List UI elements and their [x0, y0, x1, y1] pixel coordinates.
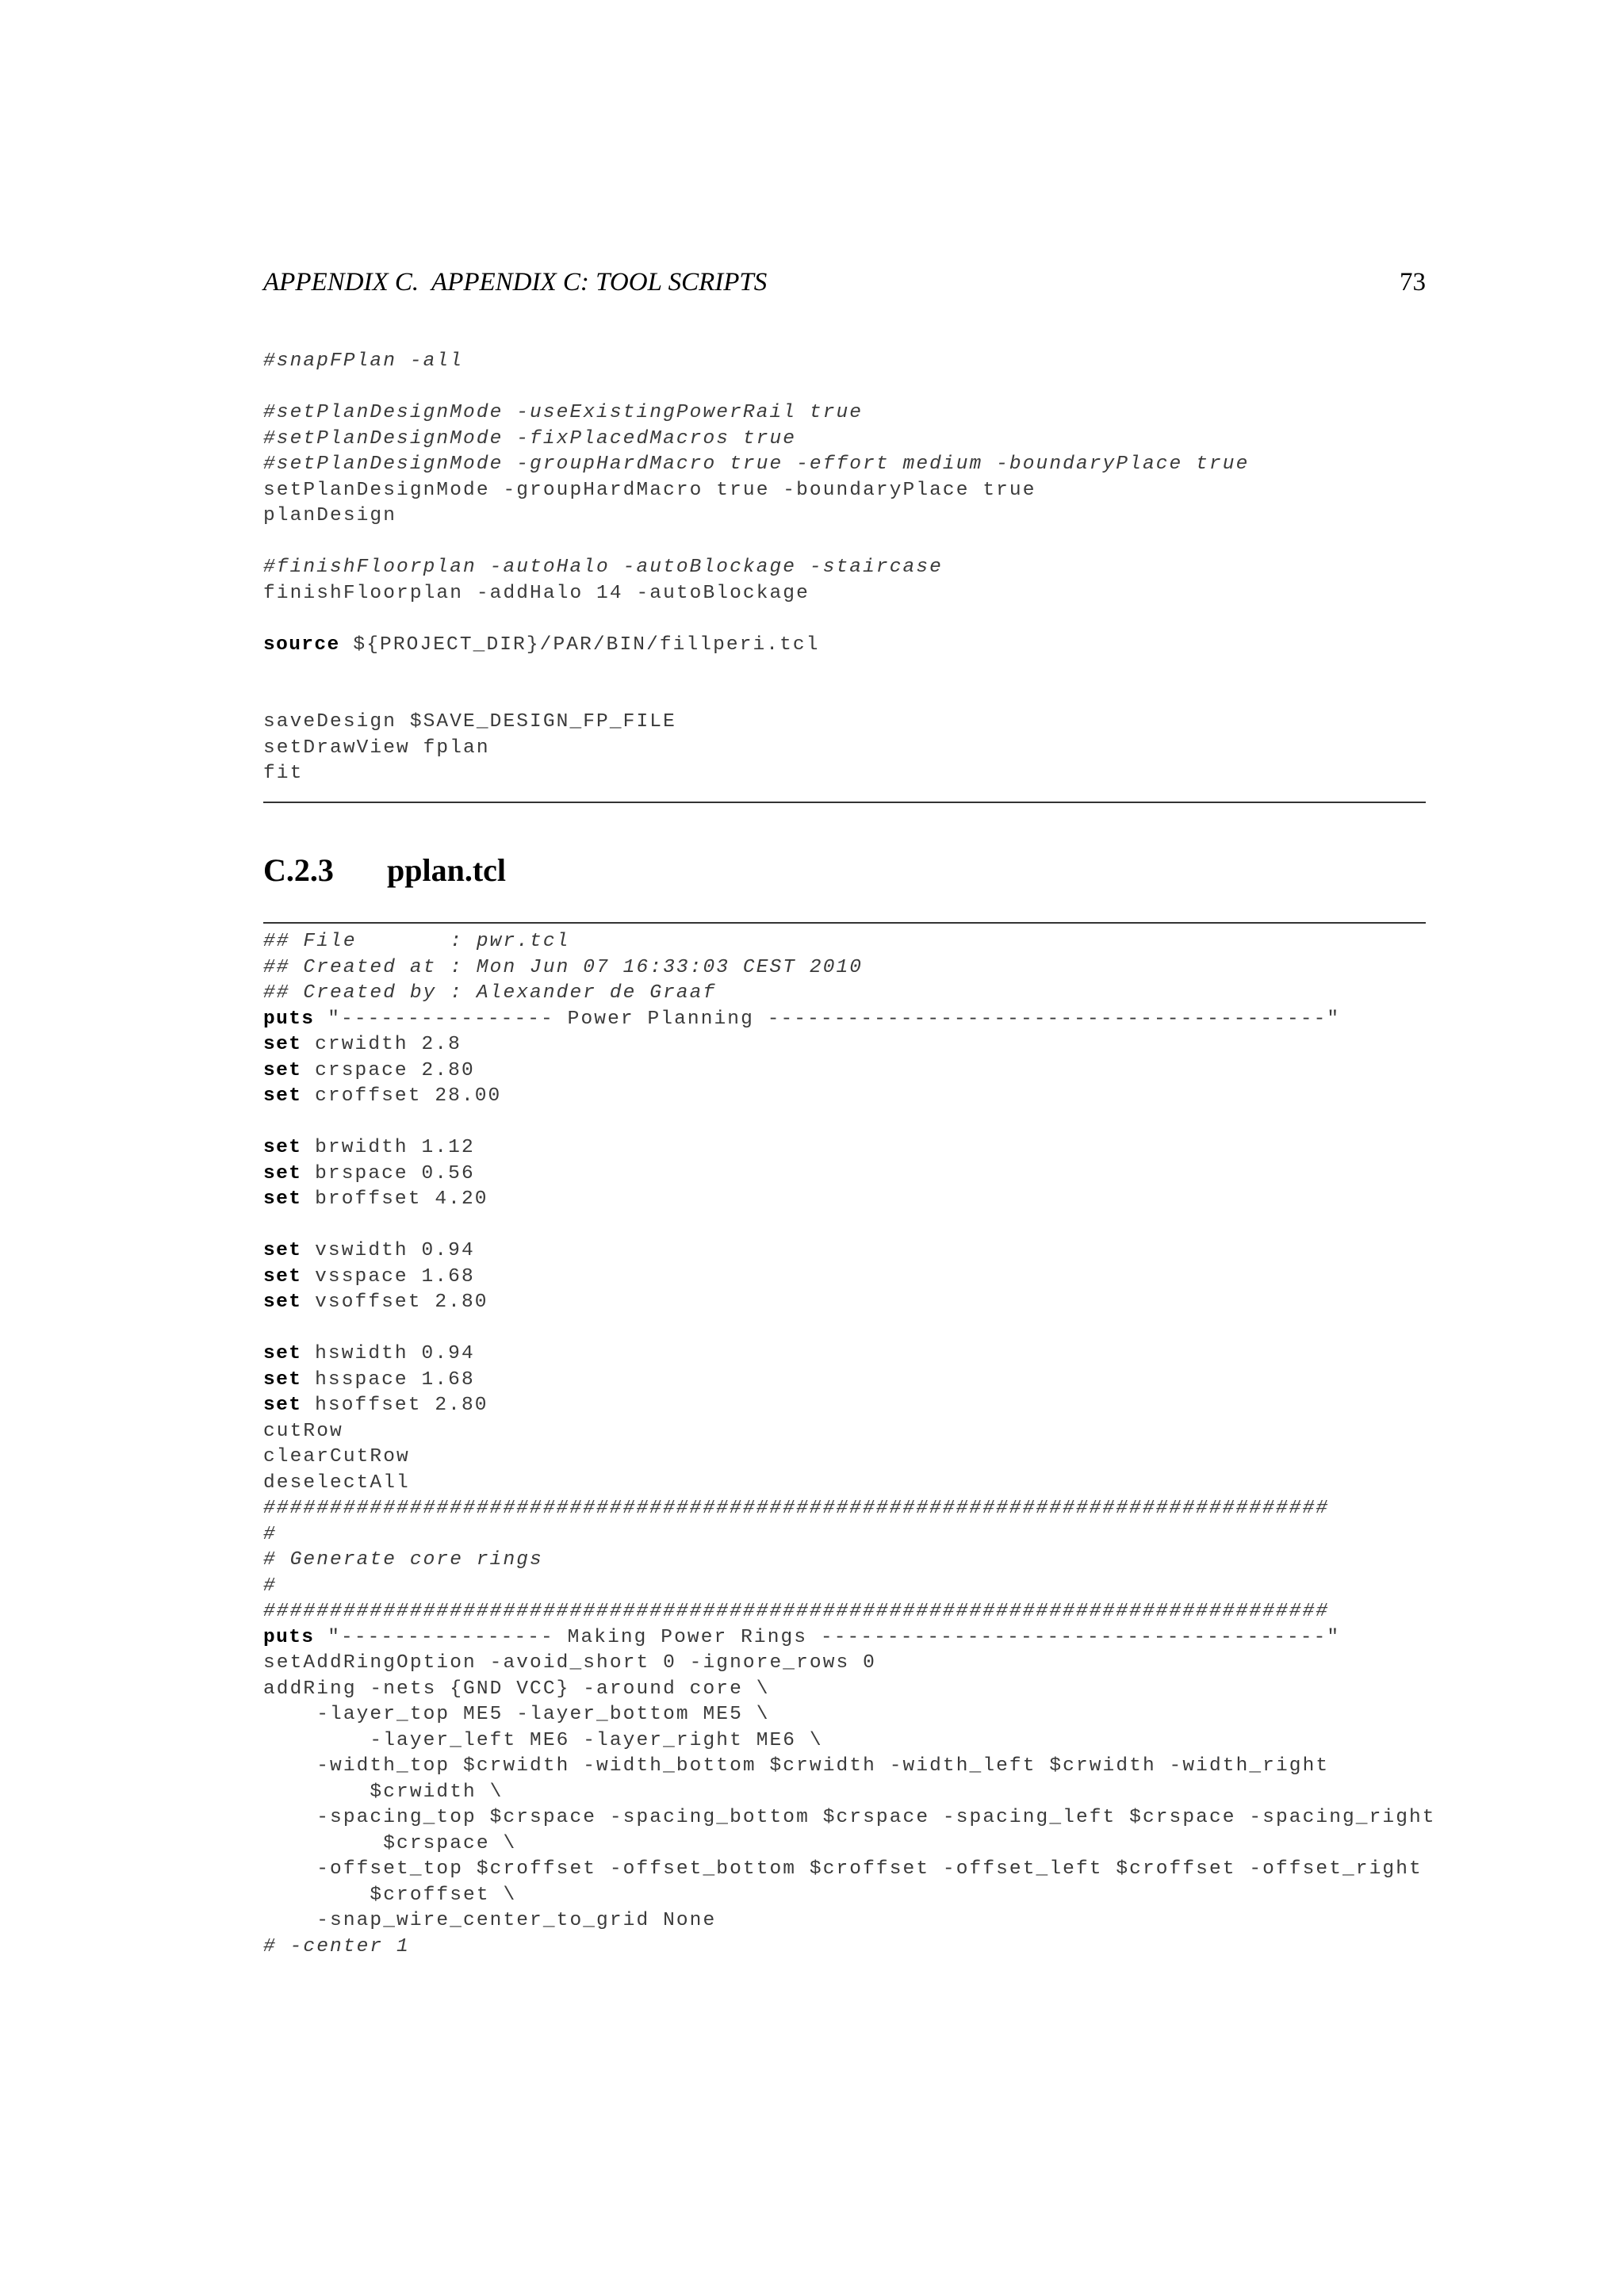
code-text: vsoffset 2.80 — [301, 1292, 488, 1313]
page-header — [263, 263, 1426, 301]
code-line — [263, 1161, 1429, 1188]
code-text: ${PROJECT_DIR}/PAR/BIN/fillperi.tcl — [339, 633, 820, 656]
code-line — [263, 1265, 1429, 1291]
code-line — [263, 1754, 1429, 1780]
code-keyword: set — [263, 1240, 302, 1261]
code-comment: # -center 1 — [263, 1935, 410, 1957]
code-comment: ## Created at : Mon Jun 07 16:33:03 CEST 2010 — [263, 956, 864, 978]
code-line — [263, 1393, 1429, 1419]
code-line — [263, 710, 1429, 736]
code-text: croffset 28.00 — [301, 1085, 502, 1107]
code-text: hswidth 0.94 — [301, 1343, 475, 1364]
listing-top-rule — [263, 922, 1426, 924]
code-keyword: set — [263, 1137, 302, 1158]
code-line — [263, 1471, 1429, 1497]
code-line — [263, 929, 1429, 955]
code-keyword: set — [263, 1085, 302, 1107]
code-keyword: set — [263, 1265, 302, 1288]
code-line — [263, 1728, 1429, 1755]
code-text: finishFloorplan -addHalo 14 -autoBlockage — [263, 582, 810, 604]
code-line — [263, 1135, 1429, 1161]
code-line — [263, 581, 1429, 607]
code-text: -spacing_top $crspace -spacing_bottom $crspace -spacing_left $crspace -spacing_right — [263, 1807, 1436, 1828]
code-line — [263, 1368, 1429, 1394]
code-line — [263, 1780, 1429, 1806]
code-comment: # — [263, 1575, 277, 1597]
code-line — [263, 1032, 1429, 1058]
code-text: $crspace \ — [263, 1832, 517, 1854]
code-line — [263, 452, 1429, 478]
code-text: -offset_top $croffset -offset_bottom $croffset -offset_left $croffset -offset_right — [263, 1858, 1423, 1880]
code-line — [263, 1110, 1429, 1136]
code-line — [263, 1599, 1429, 1625]
code-comment: #snapFPlan -all — [263, 350, 464, 372]
code-text: vsspace 1.68 — [301, 1265, 475, 1288]
code-keyword: set — [263, 1188, 302, 1210]
code-text: clearCutRow — [263, 1446, 410, 1468]
code-line — [263, 478, 1429, 504]
code-line — [263, 607, 1429, 633]
code-text: setPlanDesignMode -groupHardMacro true -boundaryPlace true — [263, 479, 1036, 501]
code-comment: #setPlanDesignMode -fixPlacedMacros true — [263, 427, 797, 450]
code-line — [263, 1908, 1429, 1934]
code-line — [263, 349, 1429, 375]
listing-bottom-rule — [263, 802, 1426, 803]
code-line — [263, 1702, 1429, 1728]
code-keyword: puts — [263, 1008, 315, 1030]
code-keyword: source — [263, 633, 340, 656]
code-text: crwidth 2.8 — [301, 1034, 462, 1055]
code-line — [263, 1831, 1429, 1858]
code-line — [263, 1419, 1429, 1445]
code-comment: #setPlanDesignMode -useExistingPowerRail true — [263, 402, 864, 423]
code-text: cutRow — [263, 1420, 343, 1442]
code-line — [263, 955, 1429, 982]
code-line — [263, 1548, 1429, 1574]
code-line — [263, 1316, 1429, 1342]
code-text: "---------------- Making Power Rings --------------------------------------" — [314, 1626, 1341, 1648]
code-text: setDrawView fplan — [263, 737, 490, 759]
code-text: brspace 0.56 — [301, 1162, 475, 1184]
code-text: planDesign — [263, 505, 397, 526]
code-text: -width_top $crwidth -width_bottom $crwidth -width_left $crwidth -width_right — [263, 1755, 1330, 1777]
code-line — [263, 633, 1429, 659]
code-line — [263, 1805, 1436, 1831]
code-line — [263, 1084, 1429, 1110]
code-line — [263, 1496, 1429, 1522]
code-line — [263, 1341, 1429, 1368]
code-line — [263, 427, 1429, 453]
code-text: vswidth 0.94 — [301, 1240, 475, 1261]
code-line — [263, 375, 1429, 401]
section-number: C.2.3 — [263, 852, 334, 888]
code-line — [263, 761, 1429, 787]
code-line — [263, 981, 1429, 1007]
code-text: $crwidth \ — [263, 1781, 504, 1803]
code-line — [263, 736, 1429, 762]
section-heading — [263, 848, 506, 893]
code-text: "---------------- Power Planning ------------------------------------------" — [314, 1008, 1341, 1030]
code-line — [263, 530, 1429, 556]
code-comment: #setPlanDesignMode -groupHardMacro true -effort medium -boundaryPlace true — [263, 453, 1250, 475]
code-line — [263, 1625, 1429, 1651]
code-text: -snap_wire_center_to_grid None — [263, 1910, 717, 1931]
code-comment: ################################################################################ — [263, 1601, 1330, 1622]
code-line — [263, 1677, 1429, 1703]
code-comment: # — [263, 1523, 277, 1545]
code-text: fit — [263, 763, 304, 784]
code-line — [263, 1651, 1429, 1677]
code-line — [263, 1522, 1429, 1548]
code-text: brwidth 1.12 — [301, 1137, 475, 1158]
code-line — [263, 658, 1429, 684]
code-comment: ## File : pwr.tcl — [263, 931, 570, 952]
code-listing-pplan — [263, 929, 1436, 1960]
code-line — [263, 1445, 1429, 1471]
code-listing-floorplan — [263, 349, 1429, 787]
running-title: APPENDIX C. APPENDIX C: TOOL SCRIPTS — [263, 268, 768, 297]
code-text: -layer_left ME6 -layer_right ME6 \ — [263, 1729, 823, 1751]
code-keyword: set — [263, 1034, 302, 1055]
code-line — [263, 1187, 1429, 1213]
section-title: pplan.tcl — [387, 852, 507, 888]
code-keyword: set — [263, 1292, 302, 1313]
code-text: crspace 2.80 — [301, 1059, 475, 1081]
code-line — [263, 1007, 1429, 1033]
code-line — [263, 1883, 1429, 1909]
code-text: hsspace 1.68 — [301, 1368, 475, 1391]
code-comment: ################################################################################ — [263, 1498, 1330, 1519]
code-keyword: puts — [263, 1626, 315, 1648]
code-text: setAddRingOption -avoid_short 0 -ignore_rows 0 — [263, 1652, 876, 1674]
code-line — [263, 1574, 1429, 1600]
code-comment: ## Created by : Alexander de Graaf — [263, 982, 717, 1004]
code-text: hsoffset 2.80 — [301, 1395, 488, 1416]
code-line — [263, 684, 1429, 710]
code-line — [263, 400, 1429, 427]
code-line — [263, 1213, 1429, 1239]
code-line — [263, 503, 1429, 530]
code-keyword: set — [263, 1059, 302, 1081]
code-text: -layer_top ME5 -layer_bottom ME5 \ — [263, 1704, 770, 1725]
code-comment: # Generate core rings — [263, 1549, 543, 1571]
code-line — [263, 555, 1429, 581]
code-line — [263, 1934, 1429, 1961]
code-line — [263, 1290, 1429, 1316]
code-line — [263, 1058, 1429, 1085]
code-text: saveDesign $SAVE_DESIGN_FP_FILE — [263, 711, 676, 733]
code-text: addRing -nets {GND VCC} -around core \ — [263, 1678, 770, 1700]
code-keyword: set — [263, 1395, 302, 1416]
code-text: deselectAll — [263, 1471, 410, 1494]
code-comment: #finishFloorplan -autoHalo -autoBlockage -staircase — [263, 557, 943, 578]
code-keyword: set — [263, 1368, 302, 1391]
code-line — [263, 1857, 1429, 1883]
code-line — [263, 1238, 1429, 1265]
code-text: $croffset \ — [263, 1884, 517, 1906]
code-keyword: set — [263, 1343, 302, 1364]
page-number: 73 — [1400, 268, 1426, 297]
code-text: broffset 4.20 — [301, 1188, 488, 1210]
code-keyword: set — [263, 1162, 302, 1184]
